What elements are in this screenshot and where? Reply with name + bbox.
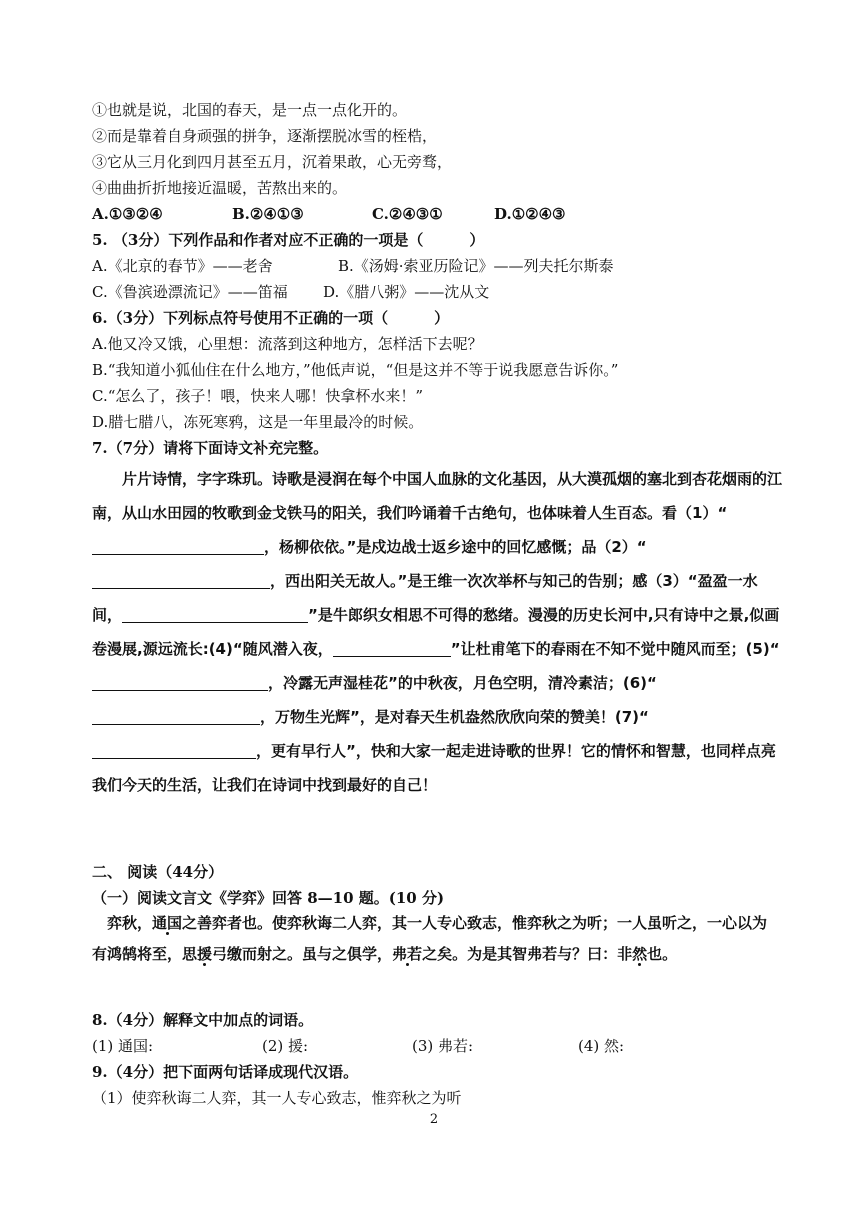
sequence-item-4: ④曲曲折折地接近温暖，苦熬出来的。 [92,179,348,197]
q7-blank-2[interactable] [92,572,270,590]
dotted-word-ran: 然 [632,945,648,963]
classical-text-c: 弓缴而射之。虽与之俱学， [212,945,393,963]
q7-blank-3[interactable] [122,606,308,624]
q7-text-1: 片片诗情，字字珠玑。诗歌是浸润在每个中国人血脉的文化基因，从大漠孤烟的塞北到杏花烟雨的江南，从山水田园的牧歌到金戈铁马的阳关，我们吟诵着千古绝句，也体味着人生百态。看（1）“ [92,470,783,522]
page-number: 2 [429,1112,439,1127]
q6-close-paren: ） [434,309,450,327]
q5-stem-text: 5. （3分）下列作品和作者对应不正确的一项是（ [92,231,424,249]
classical-text [92,908,782,970]
q7-stem: 7.（7分）请将下面诗文补充完整。 [92,439,329,457]
classical-text-b: 之善弈者也。使弈秋诲二人弈，其一人专心致志，惟弈秋之为听；一人虽听之，一心以为有鸿鹄将至，思 [92,914,768,963]
dotted-word-tongguo: 通国 [152,914,183,932]
q7-text-2: ，杨柳依依。”是戍边战士返乡途中的回忆感慨；品（2）“ [264,538,647,556]
section-2-title: 二、 阅读（44分） [92,863,224,881]
q9-stem: 9.（4分）把下面两句话译成现代汉语。 [92,1063,359,1081]
q4-option-a: A.①③②④ [92,205,163,223]
q7-blank-4[interactable] [333,640,451,658]
q5-close-paren: ） [469,231,485,249]
q7-text-3: ，西出阳关无故人。”是王维一次次举杯与知己的告别；感（3）“盈盈一水间， [92,572,758,624]
q7-blank-7[interactable] [92,742,256,760]
q6-option-a: A.他又冷又饿，心里想：流落到这种地方，怎样活下去呢？ [92,335,483,353]
q7-text-4: ”是牛郎织女相思不可得的愁绪。漫漫的历史长河中,只有诗中之景,似画卷漫展,源远流长:(4)“随风潜入夜， [92,606,780,658]
classical-text-a: 弈秋， [107,914,153,932]
q7-blank-5[interactable] [92,674,268,692]
dotted-word-fuore: 弗若 [392,945,423,963]
q6-option-c: C.“怎么了，孩子！喂，快来人哪！快拿杯水来！” [92,387,424,405]
q6-stem-text: 6.（3分）下列标点符号使用不正确的一项（ [92,309,389,327]
q8-item-3: (3) 弗若: [412,1037,474,1055]
q4-option-c: C.②④③① [372,205,443,223]
dotted-word-yuan: 援 [197,945,213,963]
q8-item-2: (2) 援: [262,1037,309,1055]
q8-item-1: (1) 通国: [92,1037,154,1055]
q7-text-7: ，万物生光辉”，是对春天生机盎然欣欣向荣的赞美！(7)“ [260,708,649,726]
q4-option-b: B.②④①③ [232,205,304,223]
q9-item-1: （1）使弈秋诲二人弈，其一人专心致志，惟弈秋之为听 [92,1089,462,1107]
q7-text-8: ，更有早行人”，快和大家一起走进诗歌的世界！它的情怀和智慧，也同样点亮我们今天的生活，让我们在诗词中找到最好的自己！ [92,742,776,794]
q5-option-a: A.《北京的春节》——老舍 [92,257,273,275]
q6-option-b: B.“我知道小狐仙住在什么地方，”他低声说，“但是这并不等于说我愿意告诉你。” [92,361,619,379]
q7-blank-1[interactable] [92,538,264,556]
section-2-subtitle: （一）阅读文言文《学弈》回答 8—10 题。(10 分) [92,889,445,907]
q5-option-c: C.《鲁滨逊漂流记》——笛福 [92,283,288,301]
q7-blank-6[interactable] [92,708,260,726]
q4-option-d: D.①②④③ [494,205,566,223]
q5-option-d: D.《腊八粥》——沈从文 [323,283,490,301]
q8-item-4: (4) 然: [578,1037,625,1055]
classical-text-d: 之矣。为是其智弗若与？曰：非 [422,945,633,963]
sequence-item-1: ①也就是说，北国的春天，是一点一点化开的。 [92,101,408,119]
sequence-item-2: ②而是靠着自身顽强的拼争，逐渐摆脱冰雪的桎梏， [92,127,438,145]
q5-option-b: B.《汤姆·索亚历险记》——列夫托尔斯泰 [338,257,614,275]
q8-stem: 8.（4分）解释文中加点的词语。 [92,1011,314,1029]
q6-stem [92,308,449,328]
q7-text-5: ”让杜甫笔下的春雨在不知不觉中随风而至；(5)“ [450,640,780,658]
q6-option-d: D.腊七腊八，冻死寒鸦，这是一年里最冷的时候。 [92,413,424,431]
q7-text-6: ，冷露无声湿桂花”的中秋夜，月色空明，清冷素洁；(6)“ [268,674,657,692]
q7-passage [92,462,782,802]
sequence-item-3: ③它从三月化到四月甚至五月，沉着果敢，心无旁骛， [92,153,453,171]
classical-text-e: 也。 [647,945,678,963]
q5-stem [92,230,484,250]
